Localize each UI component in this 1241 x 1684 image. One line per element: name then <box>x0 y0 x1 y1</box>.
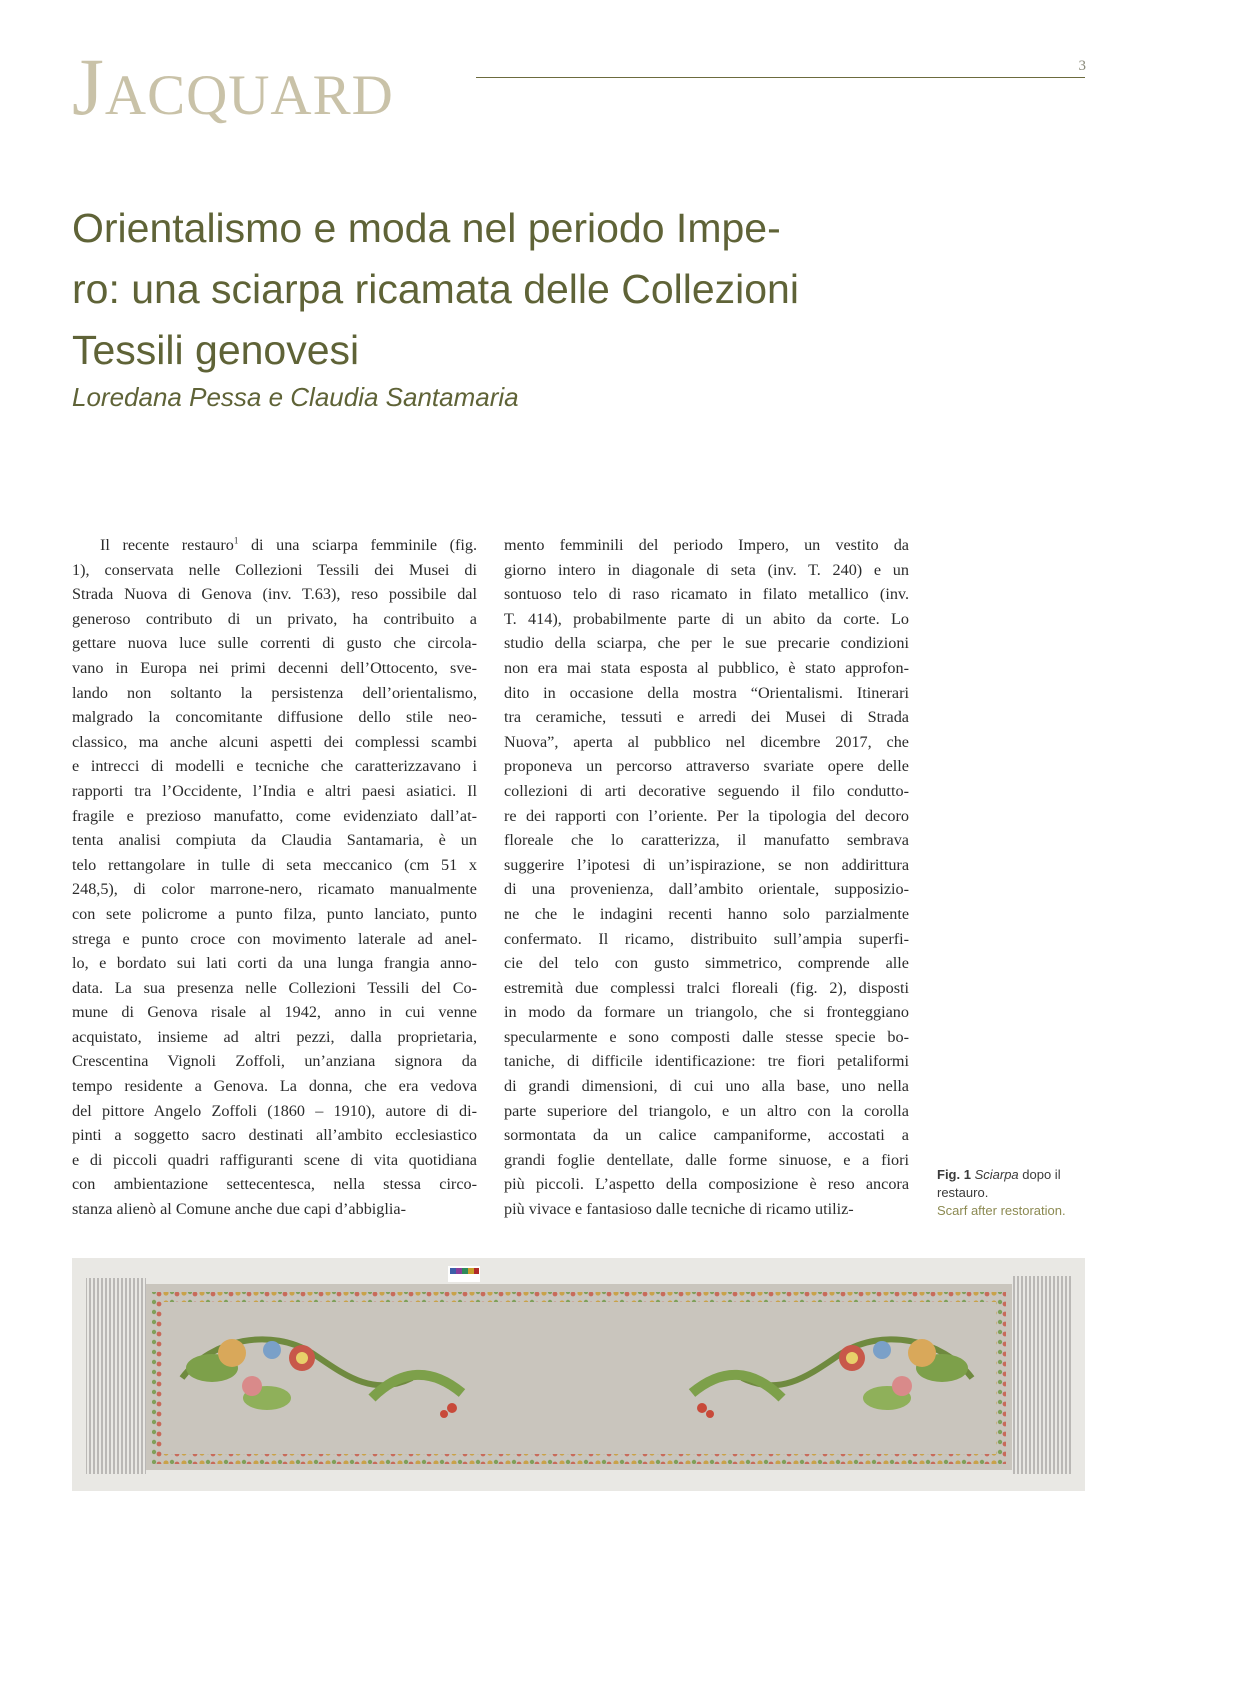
body-line: fragile e prezioso manufatto, come evidenziato dall’at- <box>72 806 477 825</box>
body-line: classico, ma anche alcuni aspetti dei complessi scambi <box>72 732 477 751</box>
body-line: re dei rapporti con l’oriente. Per la tipologia del decoro <box>504 806 909 825</box>
body-line: confermato. Il ricamo, distribuito sull’ampia superfi- <box>504 929 909 948</box>
body-line: 1), conservata nelle Collezioni Tessili dei Musei di <box>72 560 477 579</box>
body-line: tra ceramiche, tessuti e arredi dei Musei di Strada <box>504 708 909 727</box>
body-line: grandi foglie dentellate, dalle forme sinuose, e a fiori <box>504 1150 909 1169</box>
caption-text: dopo il restauro. <box>937 1167 1061 1200</box>
body-line: T. 414), probabilmente parte di un abito da corte. Lo <box>504 609 909 628</box>
caption-english: Scarf after restoration. <box>937 1203 1066 1218</box>
footnote-marker[interactable]: 1 <box>233 535 239 546</box>
page-number: 3 <box>1078 58 1086 74</box>
body-line: collezioni di arti decorative seguendo il filo condutto- <box>504 781 909 800</box>
body-line: con sete policrome a punto filza, punto lanciato, punto <box>72 904 477 923</box>
body-text: Il recente restauro <box>100 536 234 554</box>
body-line: più piccoli. L’aspetto della composizione è reso ancora <box>504 1175 909 1194</box>
body-line: taniche, di difficile identificazione: tre fiori petaliformi <box>504 1052 909 1071</box>
body-line: dito in occasione della mostra “Orientalismi. Itinerari <box>504 683 909 702</box>
body-line: proponeva un percorso attraverso svariate opere delle <box>504 757 909 776</box>
body-line: cie del telo con gusto simmetrico, comprende alle <box>504 954 909 973</box>
body-line: sontuoso telo di raso ricamato in filato metallico (inv. <box>504 585 909 604</box>
body-line: Crescentina Vignoli Zoffoli, un’anziana signora da <box>72 1052 477 1071</box>
body-text: di una sciarpa femminile (fig. <box>238 536 477 554</box>
title-line: Tessili genovesi <box>72 327 360 373</box>
body-line: non era mai stata esposta al pubblico, è stato approfon- <box>504 658 909 677</box>
body-line: malgrado la concomitante diffusione dello stile neo- <box>72 708 477 727</box>
body-line: gettare nuova luce sulle correnti di gusto che circola- <box>72 634 477 653</box>
body-column-right <box>504 533 909 1222</box>
body-line: rapporti tra l’Occidente, l’India e altri paesi asiatici. Il <box>72 781 477 800</box>
article-authors: Loredana Pessa e Claudia Santamaria <box>72 382 519 412</box>
body-line: ne che le indagini recenti hanno solo parzialmente <box>504 904 909 923</box>
body-line: Strada Nuova di Genova (inv. T.63), reso possibile dal <box>72 585 477 604</box>
body-column-left <box>72 533 477 1222</box>
body-line: stanza alienò al Comune anche due capi d’abbiglia- <box>72 1200 406 1219</box>
body-line: più vivace e fantasioso dalle tecniche di ricamo utiliz- <box>504 1200 854 1219</box>
body-line: Nuova”, aperta al pubblico nel dicembre 2017, che <box>504 732 909 751</box>
body-line: pinti a soggetto sacro destinati all’ambito ecclesiastico <box>72 1126 477 1145</box>
body-line: e intrecci di modelli e tecniche che caratterizzavano i <box>72 757 477 776</box>
body-line: giorno intero in diagonale di seta (inv. T. 240) e un <box>504 560 909 579</box>
body-line: strega e punto croce con movimento laterale ad anel- <box>72 929 477 948</box>
body-line: acquistato, insieme ad altri pezzi, dalla proprietaria, <box>72 1027 477 1046</box>
body-line: di grandi dimensioni, di cui uno alla base, uno nella <box>504 1077 909 1096</box>
header-rule <box>476 77 1085 78</box>
title-line: ro: una sciarpa ricamata delle Collezioni <box>72 266 799 312</box>
article-title <box>72 198 892 381</box>
body-line: estremità due complessi tralci floreali (fig. 2), disposti <box>504 978 909 997</box>
body-line: specularmente e sono composti dalle stesse specie bo- <box>504 1027 909 1046</box>
scarf-photograph <box>72 1258 1085 1491</box>
body-line: vano in Europa nei primi decenni dell’Ottocento, sve- <box>72 658 477 677</box>
body-line: mento femminili del periodo Impero, un vestito da <box>504 536 909 554</box>
body-line: lando non soltanto la persistenza dell’orientalismo, <box>72 683 477 702</box>
journal-masthead: Jacquard <box>72 41 394 132</box>
body-line: telo rettangolare in tulle di seta meccanico (cm 51 x <box>72 855 477 874</box>
body-line: suggerire l’ipotesi di un’ispirazione, se non addirittura <box>504 855 909 874</box>
title-line: Orientalismo e moda nel periodo Impe- <box>72 205 781 251</box>
figure-caption <box>937 1166 1087 1220</box>
body-line: sormontata da un calice campaniforme, accostati a <box>504 1126 909 1145</box>
body-line: lo, e bordato sui lati corti da una lunga frangia anno- <box>72 954 477 973</box>
body-line: mune di Genova risale al 1942, anno in cui venne <box>72 1003 477 1022</box>
body-line: in modo da formare un triangolo, che si fronteggiano <box>504 1003 909 1022</box>
body-line: floreale che lo caratterizza, il manufatto sembrava <box>504 831 909 850</box>
caption-title: Sciarpa <box>974 1167 1019 1182</box>
body-line: generoso contributo di un privato, ha contribuito a <box>72 609 477 628</box>
body-line: del pittore Angelo Zoffoli (1860 – 1910), autore di di- <box>72 1101 477 1120</box>
body-line: di una provenienza, dall’ambito orientale, supposizio- <box>504 880 909 899</box>
caption-label: Fig. 1 <box>937 1167 971 1182</box>
body-line: parte superiore del triangolo, e un altro con la corolla <box>504 1101 909 1120</box>
body-line: studio della sciarpa, che per le sue precarie condizioni <box>504 634 909 653</box>
body-line: 248,5), di color marrone-nero, ricamato manualmente <box>72 880 477 899</box>
body-line: con ambientazione settecentesca, nella stessa circo- <box>72 1175 477 1194</box>
body-line: data. La sua presenza nelle Collezioni Tessili del Co- <box>72 978 477 997</box>
body-line: tenta analisi compiuta da Claudia Santamaria, è un <box>72 831 477 850</box>
body-line: e di piccoli quadri raffiguranti scene di vita quotidiana <box>72 1150 477 1169</box>
body-line <box>72 533 477 558</box>
body-line: tempo residente a Genova. La donna, che era vedova <box>72 1077 477 1096</box>
